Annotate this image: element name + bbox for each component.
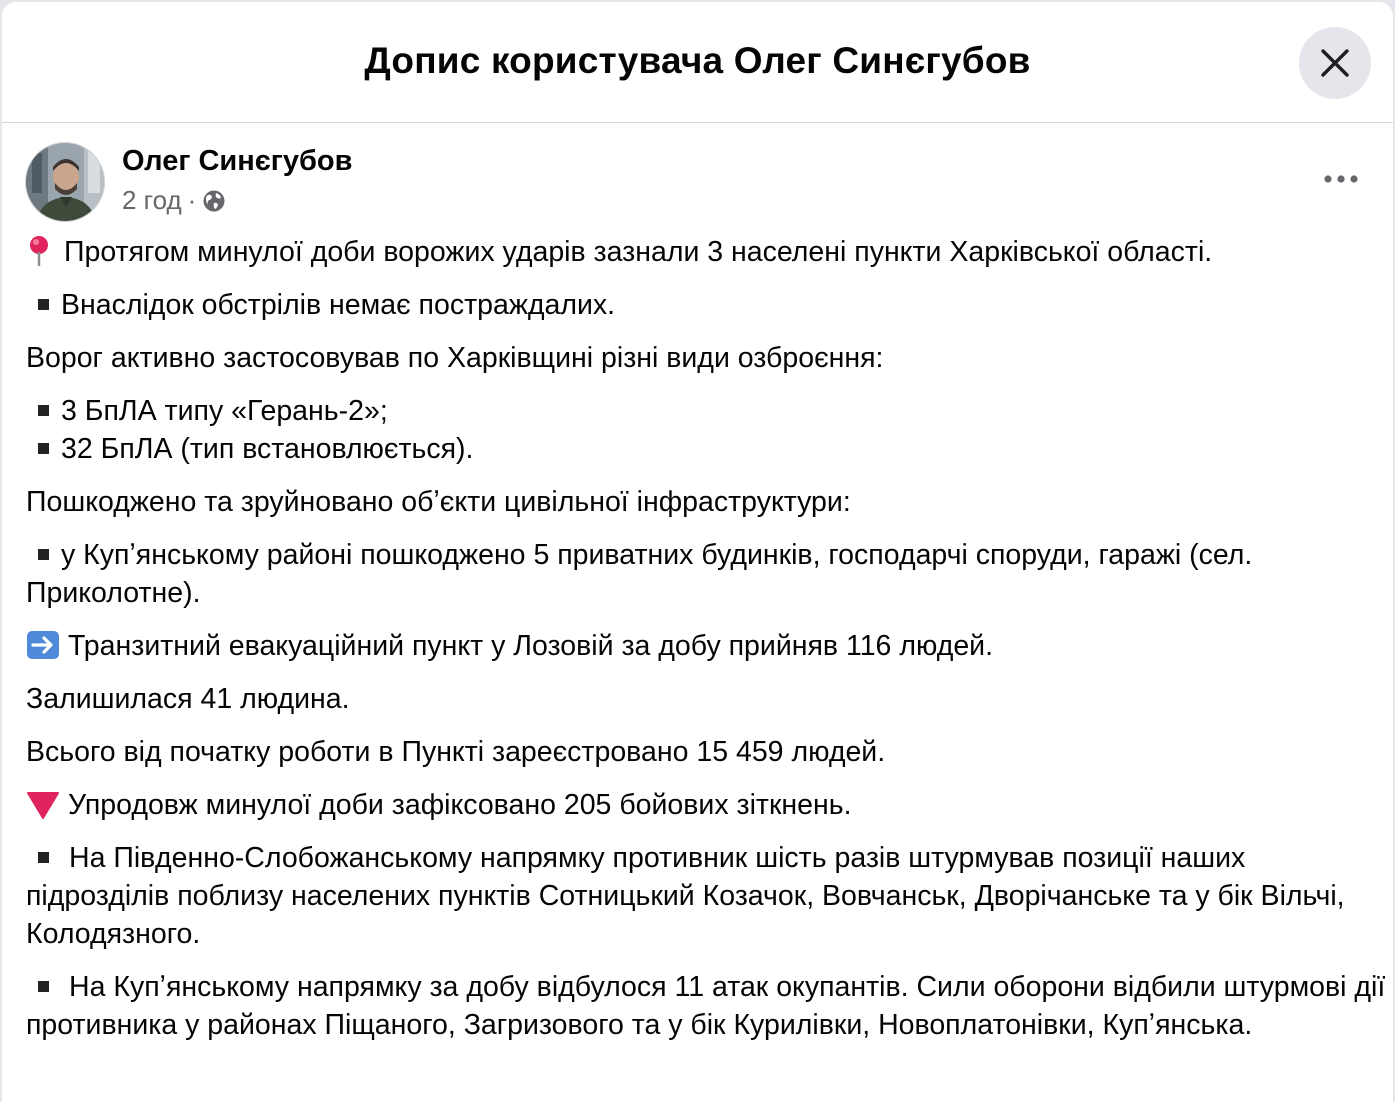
square-bullet-icon [38, 981, 49, 992]
more-horizontal-icon [1323, 174, 1359, 184]
close-icon [1320, 48, 1350, 78]
square-bullet-icon [38, 443, 49, 454]
post-paragraph [26, 786, 1386, 824]
post-paragraph [26, 968, 1386, 1044]
post-paragraph [26, 627, 1386, 665]
text-p2: Внаслідок обстрілів немає постраждалих. [61, 289, 616, 321]
text-p4b: 32 БпЛА (тип встановлюється). [61, 433, 474, 465]
post-paragraph [26, 286, 1386, 324]
text-p5: Пошкоджено та зруйновано обʼєкти цивільної інфраструктури: [26, 486, 851, 518]
text-p9: Всього від початку роботи в Пункті зареєстровано 15 459 людей. [26, 736, 886, 768]
pushpin-icon [26, 234, 56, 266]
post-paragraph [26, 536, 1386, 612]
author-name[interactable]: Олег Синєгубов [122, 145, 353, 177]
post-dialog [2, 2, 1393, 1102]
square-bullet-icon [38, 299, 49, 310]
avatar[interactable] [25, 142, 105, 222]
more-options-button[interactable] [1319, 161, 1363, 197]
post-paragraph [26, 680, 1386, 718]
post-paragraph [26, 839, 1386, 953]
text-p6: у Купʼянському районі пошкоджено 5 приватних будинків, господарчі споруди, гаражі (сел. Приколотне). [26, 539, 1253, 609]
post-paragraph [26, 392, 1386, 468]
post-time[interactable]: 2 год [122, 185, 182, 215]
text-p11: На Південно-Слобожанському напрямку противник шість разів штурмував позиції наших підрозділів поблизу населених пунктів Сотницький Козачок, Вовчанськ, Дворічанське та у бік Вільчі, Колодязного. [26, 842, 1345, 950]
text-p1: Протягом минулої доби ворожих ударів зазнали 3 населені пункти Харківської області. [64, 236, 1213, 268]
text-p12: На Купʼянському напрямку за добу відбулося 11 атак окупантів. Сили оборони відбили штурмові дії противника у районах Піщаного, Загризового та у бік Курилівки, Новоплатонівки, Купʼянська. [26, 971, 1386, 1041]
text-p8: Залишилася 41 людина. [26, 683, 350, 715]
square-bullet-icon [38, 852, 49, 863]
red-triangle-down-icon [26, 789, 60, 819]
post-paragraph [26, 233, 1386, 271]
globe-icon[interactable] [202, 189, 226, 213]
right-arrow-icon [26, 630, 60, 660]
post-paragraph [26, 483, 1386, 521]
post-paragraph [26, 733, 1386, 771]
post-meta [122, 185, 226, 216]
post-body [26, 233, 1386, 1059]
dialog-title: Допис користувача Олег Синєгубов [364, 40, 1031, 81]
square-bullet-icon [38, 549, 49, 560]
meta-separator: · [187, 185, 197, 215]
post-header [2, 123, 1393, 233]
close-button[interactable] [1299, 27, 1371, 99]
text-p7: Транзитний евакуаційний пункт у Лозовій за добу прийняв 116 людей. [68, 630, 994, 662]
text-p10: Упродовж минулої доби зафіксовано 205 бойових зіткнень. [68, 789, 852, 821]
text-p3: Ворог активно застосовував по Харківщині різні види озброєння: [26, 342, 884, 374]
post-paragraph [26, 339, 1386, 377]
square-bullet-icon [38, 405, 49, 416]
text-p4a: 3 БпЛА типу «Герань-2»; [61, 395, 388, 427]
dialog-header [2, 2, 1393, 123]
